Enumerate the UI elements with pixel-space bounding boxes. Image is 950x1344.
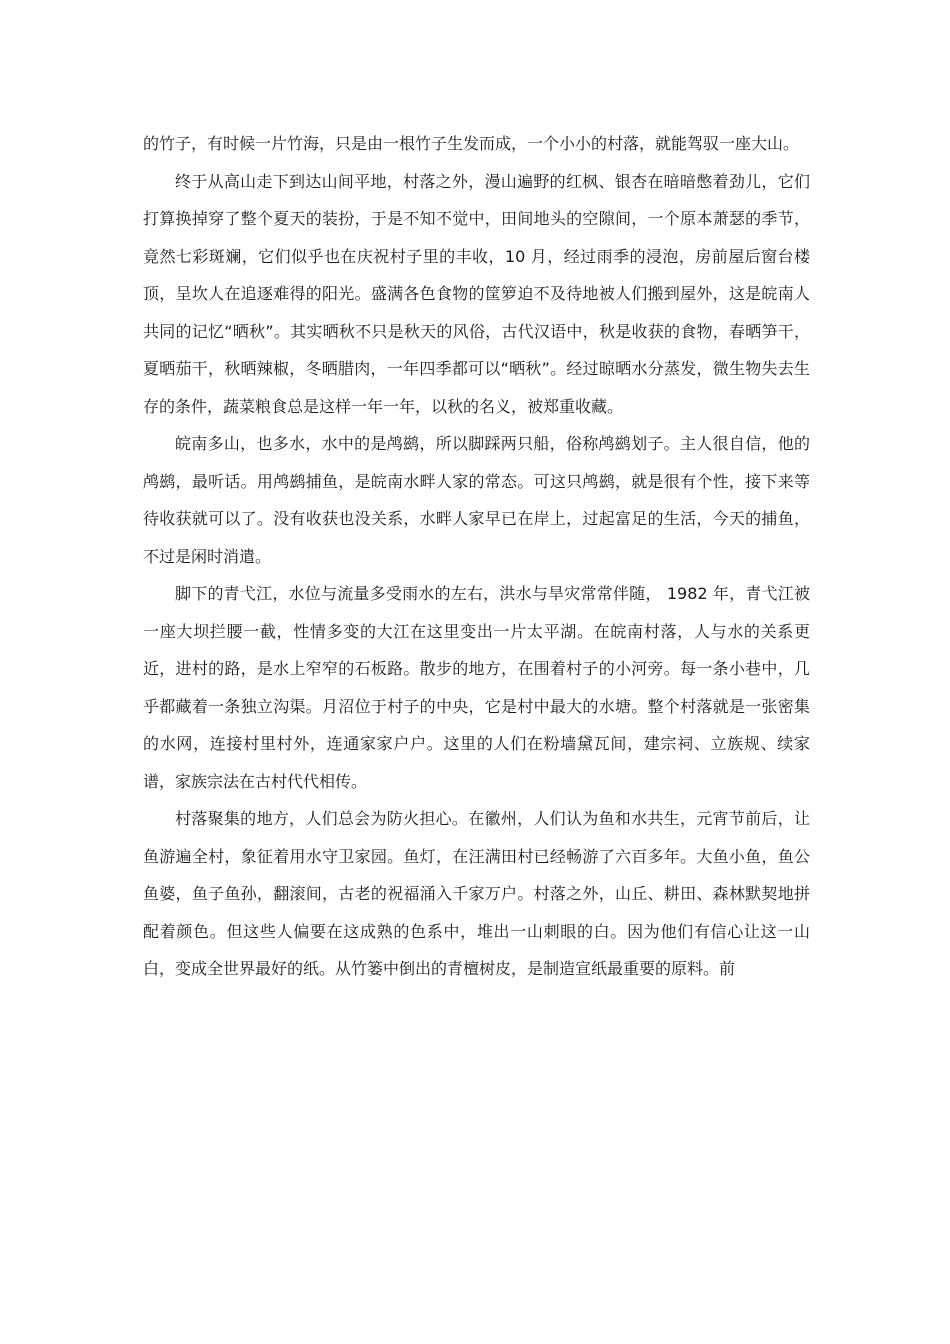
paragraph-1: 的竹子，有时候一片竹海，只是由一根竹子生发而成，一个小小的村落，就能驾驭一座大山。 xyxy=(143,134,800,153)
paragraph-2: 终于从高山走下到达山间平地，村落之外，漫山遍野的红枫、银杏在暗暗憋着劲儿，它们打算换掉穿了整个夏天的装扮，于是不知不觉中，田间地头的空隙间，一个原本萧瑟的季节，竟然七彩斑斓，它们似乎也在庆祝村子里的丰收，10 月，经过雨季的浸泡，房前屋后窗台楼顶，呈坎人在追逐难得的阳光。盛满各色食物的筐箩迫不及待地被人们搬到屋外，这是皖南人共同的记忆“晒秋”。其实晒秋不只是秋天的风俗，古代汉语中，秋是收获的食物，春晒笋干，夏晒茄干，秋晒辣椒，冬晒腊肉，一年四季都可以“晒秋”。经过晾晒水分蒸发，微生物失去生存的条件，蔬菜粮食总是这样一年一年，以秋的名义，被郑重收藏。 xyxy=(143,171,810,416)
paragraph-3: 皖南多山，也多水，水中的是鸬鹚，所以脚踩两只船，俗称鸬鹚划子。主人很自信，他的鸬鹚，最听话。用鸬鹚捕鱼，是皖南水畔人家的常态。可这只鸬鹚，就是很有个性，接下来等待收获就可以了。没有收获也没关系，水畔人家早已在岸上，过起富足的生活，今天的捕鱼，不过是闲时消遣。 xyxy=(143,434,810,566)
document-body xyxy=(143,125,810,988)
paragraph-4: 脚下的青弋江，水位与流量多受雨水的左右，洪水与旱灾常常伴随， 1982 年，青弋江被一座大坝拦腰一截，性情多变的大江在这里变出一片太平湖。在皖南村落，人与水的关系更近，进村的路，是水上窄窄的石板路。散步的地方，在围着村子的小河旁。每一条小巷中，几乎都藏着一条独立沟渠。月沼位于村子的中央，它是村中最大的水塘。整个村落就是一张密集的水网，连接村里村外，连通家家户户。这里的人们在粉墙黛瓦间，建宗祠、立族规、续家谱，家族宗法在古村代代相传。 xyxy=(143,584,810,791)
paragraph-5: 村落聚集的地方，人们总会为防火担心。在徽州，人们认为鱼和水共生，元宵节前后，让鱼游遍全村，象征着用水守卫家园。鱼灯，在汪满田村已经畅游了六百多年。大鱼小鱼，鱼公鱼婆，鱼子鱼孙，翻滚间，古老的祝福涌入千家万户。村落之外，山丘、耕田、森林默契地拼配着颜色。但这些人偏要在这成熟的色系中，堆出一山刺眼的白。因为他们有信心让这一山白，变成全世界最好的纸。从竹篓中倒出的青檀树皮，是制造宣纸最重要的原料。前 xyxy=(143,809,810,978)
